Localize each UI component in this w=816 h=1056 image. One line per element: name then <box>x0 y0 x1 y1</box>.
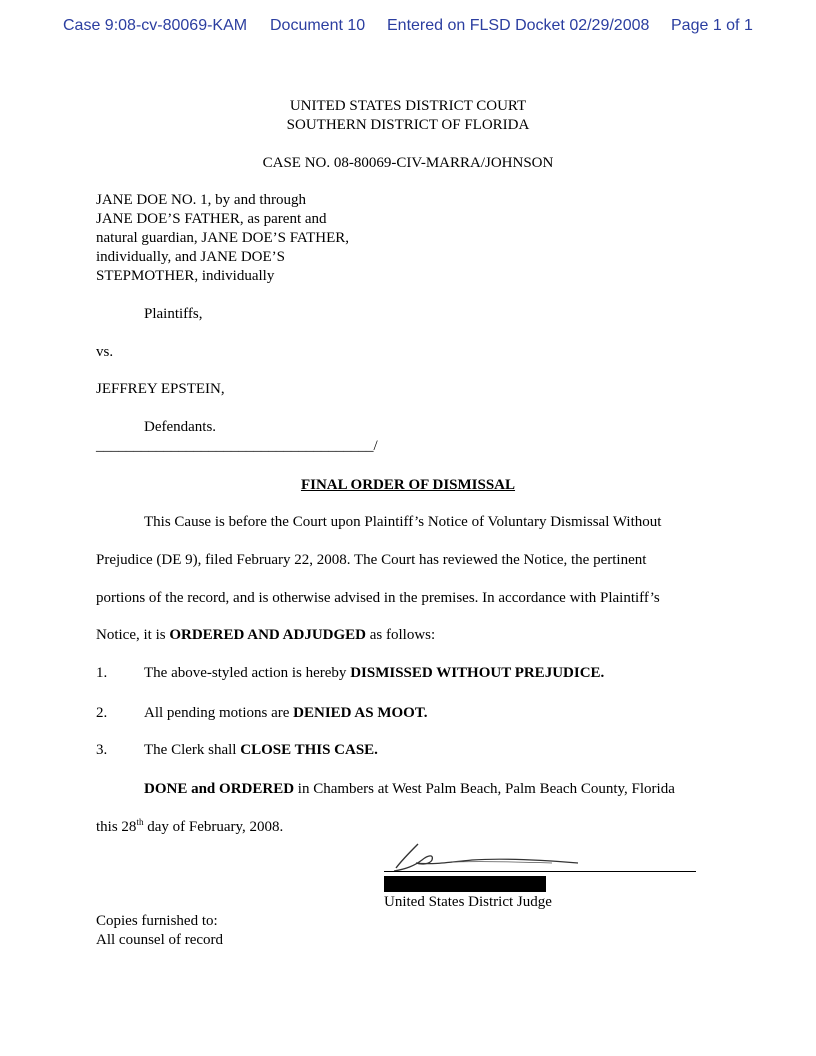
plaintiff-line: natural guardian, JANE DOE’S FATHER, <box>96 230 350 246</box>
order-paragraph-line: Notice, it is ORDERED AND ADJUDGED as follows: <box>96 627 436 643</box>
copies-label: Copies furnished to: <box>96 913 218 929</box>
plaintiff-line: JANE DOE NO. 1, by and through <box>96 192 306 208</box>
order-paragraph-line: This Cause is before the Court upon Plaintiff’s Notice of Voluntary Dismissal Without <box>144 514 662 530</box>
versus-label: vs. <box>96 344 114 360</box>
defendants-label: Defendants. <box>144 419 217 435</box>
order-item: The Clerk shall CLOSE THIS CASE. <box>144 742 378 758</box>
case-number: CASE NO. 08-80069-CIV-MARRA/JOHNSON <box>262 155 554 171</box>
order-paragraph-line: portions of the record, and is otherwise advised in the premises. In accordance with Plaintiff’s <box>96 590 660 606</box>
plaintiffs-label: Plaintiffs, <box>144 306 203 322</box>
case-number-stamp: Case 9:08-cv-80069-KAM <box>63 17 248 34</box>
plaintiff-line: individually, and JANE DOE’S <box>96 249 286 265</box>
docket-entry-stamp: Entered on FLSD Docket 02/29/2008 <box>387 17 650 34</box>
defendant-name: JEFFREY EPSTEIN, <box>96 381 225 397</box>
ordered-adjudged-text: ORDERED AND ADJUDGED <box>169 627 367 643</box>
order-item: The above-styled action is hereby DISMISSED WITHOUT PREJUDICE. <box>144 665 605 681</box>
order-paragraph-line: Prejudice (DE 9), filed February 22, 2008. The Court has reviewed the Notice, the pertinent <box>96 552 647 568</box>
item-number: 2. <box>96 705 108 721</box>
item-number: 1. <box>96 665 108 681</box>
judge-title: United States District Judge <box>384 894 552 910</box>
order-item: All pending motions are DENIED AS MOOT. <box>144 705 428 721</box>
judge-signature <box>392 838 592 878</box>
court-name: UNITED STATES DISTRICT COURT <box>289 98 527 114</box>
plaintiff-line: JANE DOE’S FATHER, as parent and <box>96 211 327 227</box>
court-district: SOUTHERN DISTRICT OF FLORIDA <box>286 117 530 133</box>
copies-recipients: All counsel of record <box>96 932 224 948</box>
done-ordered-line: DONE and ORDERED in Chambers at West Palm Beach, Palm Beach County, Florida <box>144 781 675 797</box>
plaintiff-line: STEPMOTHER, individually <box>96 268 275 284</box>
caption-rule: _____________________________________/ <box>96 438 378 454</box>
document-number-stamp: Document 10 <box>270 17 366 34</box>
page-number-stamp: Page 1 of 1 <box>671 17 753 34</box>
signature-line <box>384 871 696 872</box>
order-title: FINAL ORDER OF DISMISSAL <box>300 477 516 493</box>
order-date-line: this 28th day of February, 2008. <box>96 817 284 835</box>
redaction-bar <box>384 876 546 892</box>
item-number: 3. <box>96 742 108 758</box>
